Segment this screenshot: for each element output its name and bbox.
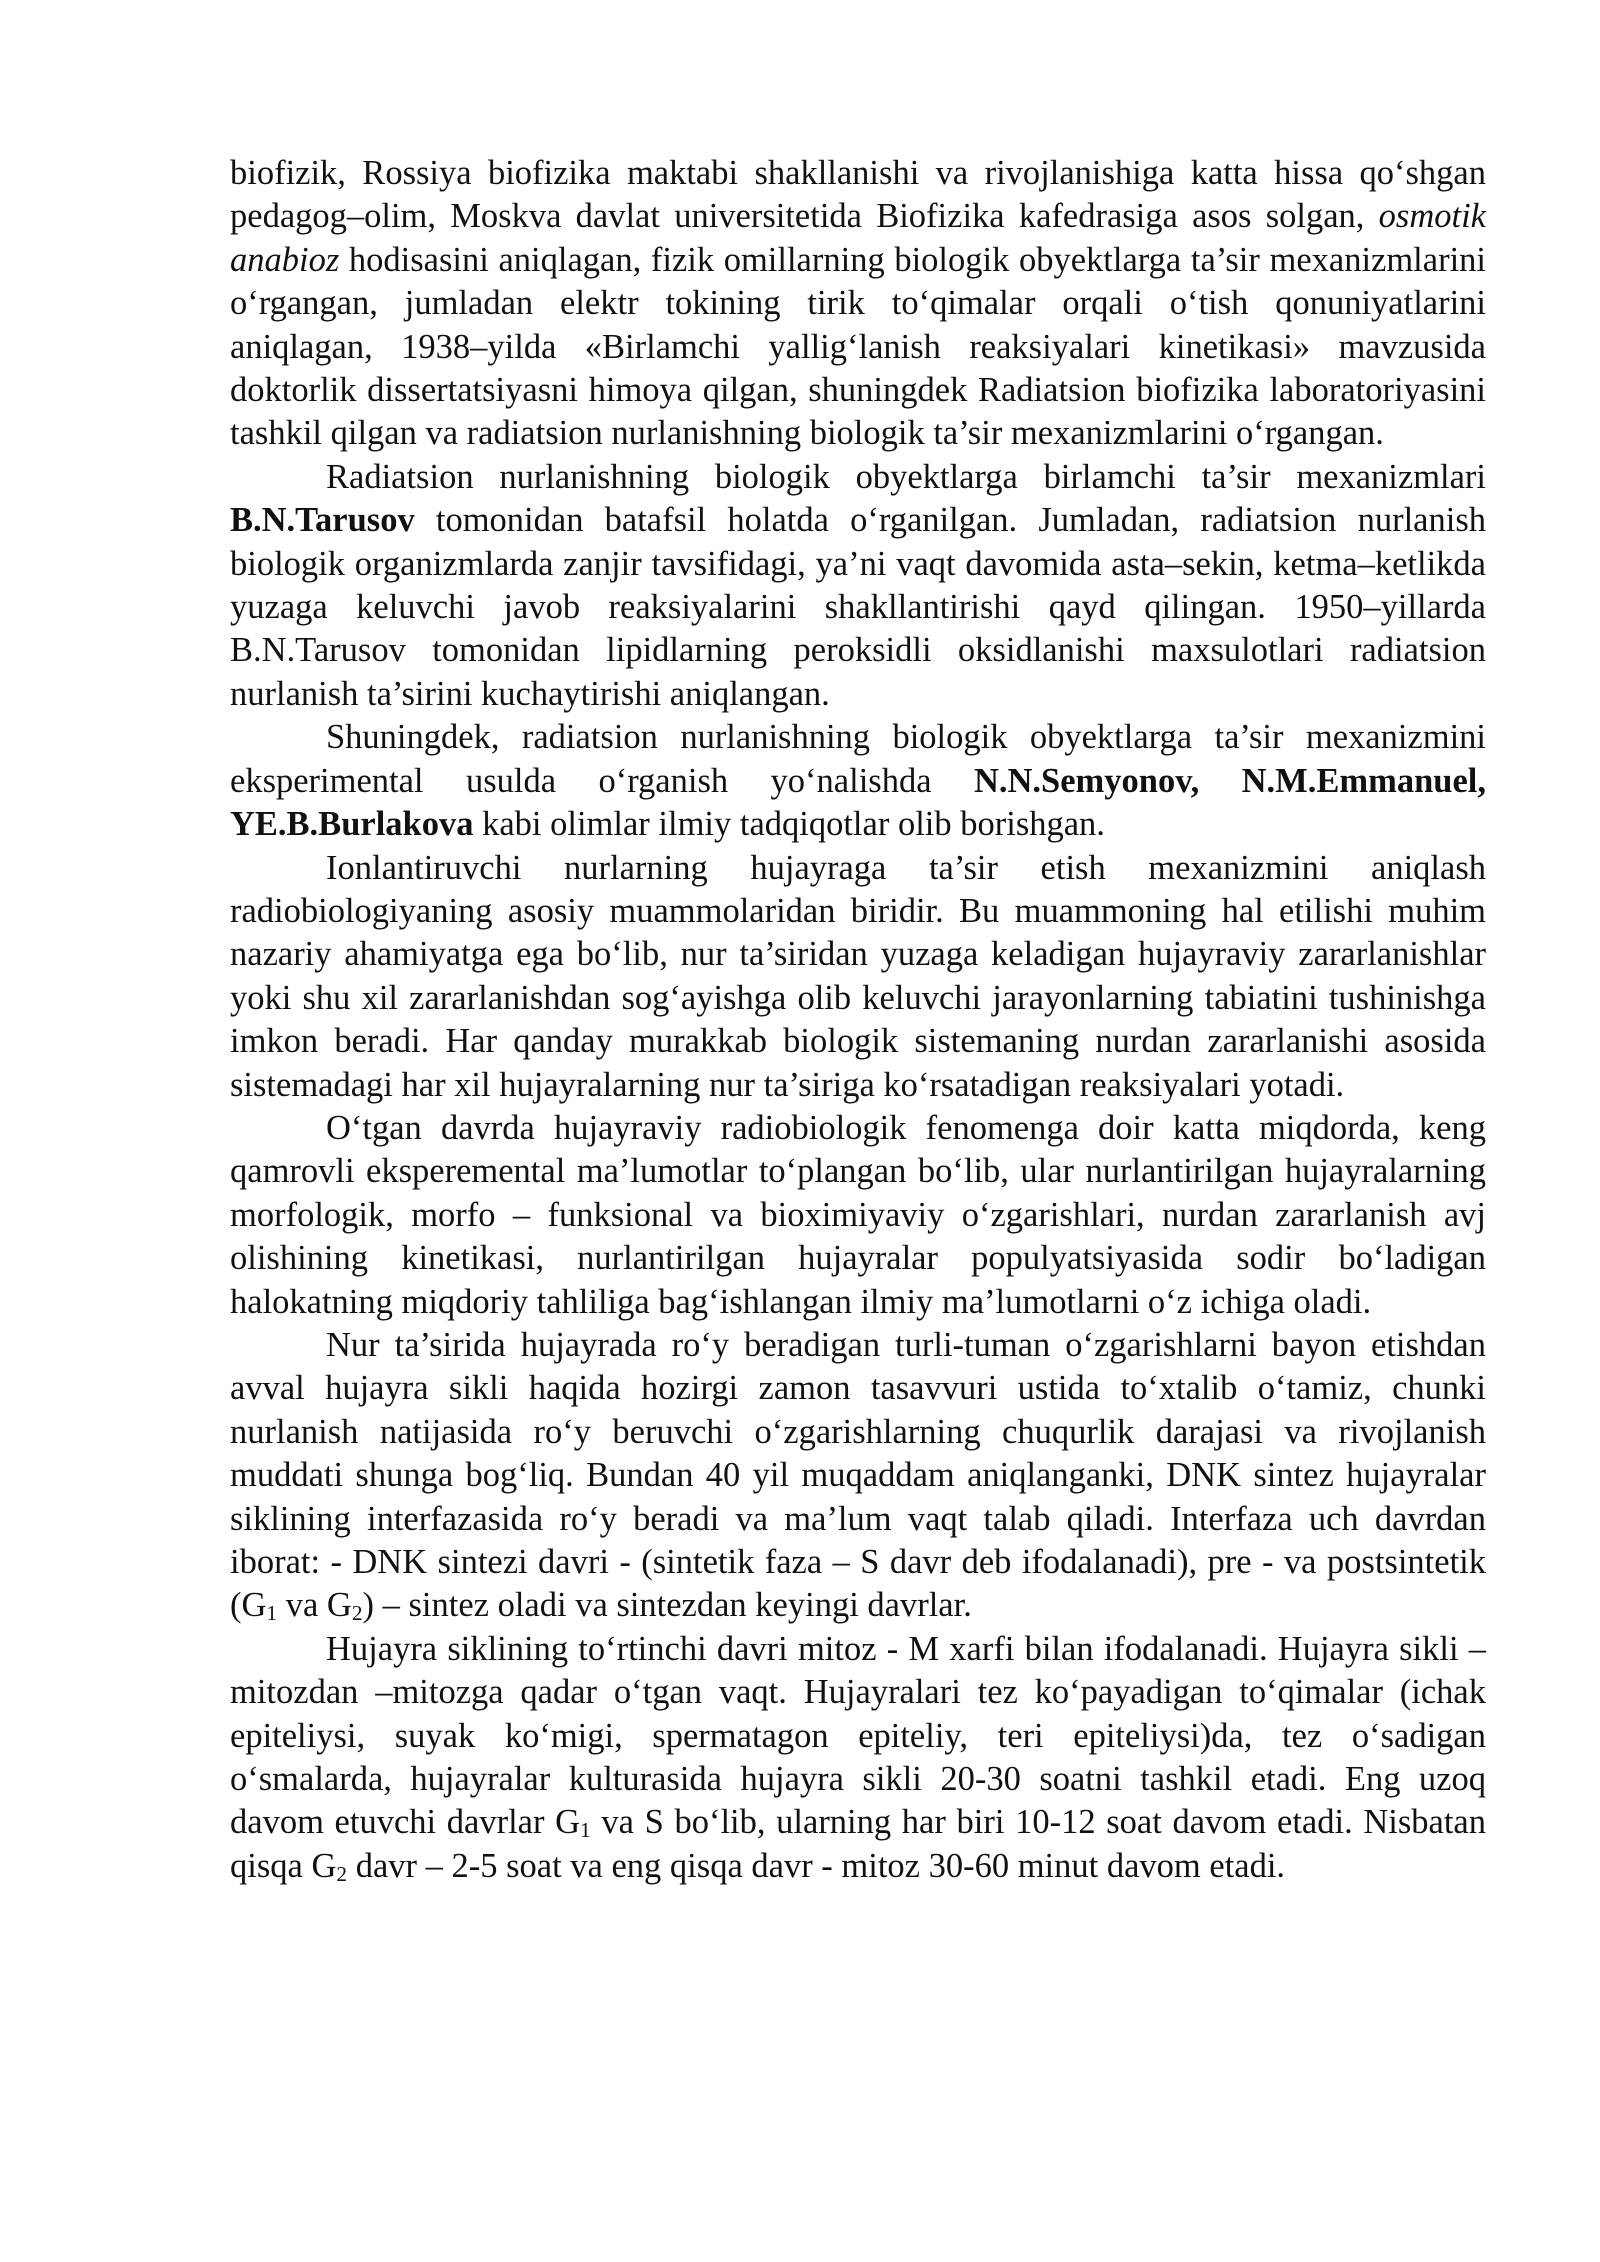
bold-name: B.N.Tarusov (230, 501, 415, 540)
text-run: Shuningdek, radiatsion nurlanishning biologik obyektlarga ta’sir mexanizmini eksperimental usulda o‘rganish yo‘nalishda (230, 718, 1486, 800)
document-page (230, 152, 1486, 1888)
subscript: 1 (580, 1818, 591, 1843)
paragraph-7 (230, 1628, 1486, 1888)
subscript: 2 (336, 1861, 348, 1886)
text-run: Nur ta’sirida hujayrada ro‘y beradigan turli-tuman o‘zgarishlarni bayon etishdan avval hujayra sikli haqida hozirgi zamon tasavvuri ustida to‘xtalib o‘tamiz, chunki nurlanish natijasida ro‘y beruvchi o‘zgarishlarning chuqurlik darajasi va rivojlanish muddati shunga bog‘liq. Bundan 40 yil muqaddam aniqlanganki, DNK sintez hujayralar siklining interfazasida ro‘y beradi va ma’lum vaqt talab qiladi. Interfaza uch davrdan iborat: - DNK sintezi davri - (sintetik faza – S davr deb ifodalanadi), pre - va postsintetik (G (230, 1325, 1486, 1625)
bold-names: N.N.Semyonov, N.M.Emmanuel, YE.B.Burlakova (230, 761, 1486, 844)
paragraph-1 (230, 152, 1486, 456)
text-run: Hujayra siklining to‘rtinchi davri mitoz - M xarfi bilan ifodalanadi. Hujayra sikli – mitozdan –mitozga qadar o‘tgan vaqt. Hujayralari tez ko‘payadigan to‘qimalar (ichak epiteliysi, suyak ko‘migi, spermatagon epiteliy, teri epiteliysi)da, tez o‘sadigan o‘smalarda, hujayralar kulturasida hujayra sikli 20-30 soatni tashkil etadi. Eng uzoq davom etuvchi davrlar G (230, 1629, 1486, 1842)
text-run: kabi olimlar ilmiy tadqiqotlar olib borishgan. (473, 805, 1105, 844)
italic-term: osmotik anabioz (230, 197, 1486, 279)
text-run: davr – 2-5 soat va eng qisqa davr - mitoz 30-60 minut davom etadi. (347, 1846, 1286, 1885)
paragraph-5 (230, 1107, 1486, 1324)
paragraph-6 (230, 1324, 1486, 1628)
text-run: ) – sintez oladi va sintezdan keyingi davrlar. (362, 1586, 972, 1625)
subscript: 1 (266, 1601, 278, 1626)
text-run: hodisasini aniqlagan, fizik omillarning biologik obyektlarga ta’sir mexanizmlarini o‘rgangan, jumladan elektr tokining tirik to‘qimalar orqali o‘tish qonuniyatlarini aniqlagan, 1938–yilda «Birlamchi yallig‘lanish reaksiyalari kinetikasi» mavzusida doktorlik dissertatsiyasni himoya qilgan, shuningdek Radiatsion biofizika laboratoriyasini tashkil qilgan va radiatsion nurlanishning biologik ta’sir mexanizmlarini o‘rgangan. (230, 240, 1486, 453)
text-run: va G (277, 1586, 352, 1625)
paragraph-4 (230, 847, 1486, 1107)
text-run: va S bo‘lib, ularning har biri 10-12 soat davom etadi. Nisbatan qisqa G (230, 1803, 1486, 1885)
subscript: 2 (351, 1601, 363, 1626)
text-run: Ionlantiruvchi nurlarning hujayraga ta’sir etish mexanizmini aniqlash radiobiologiyaning asosiy muammolaridan biridir. Bu muammoning hal etilishi muhim nazariy ahamiyatga ega bo‘lib, nur ta’siridan yuzaga keladigan hujayraviy zararlanishlar yoki shu xil zararlanishdan sog‘ayishga olib keluvchi jarayonlarning tabiatini tushinishga imkon beradi. Har qanday murakkab biologik sistemaning nurdan zararlanishi asosida sistemadagi har xil hujayralarning nur ta’siriga ko‘rsatadigan reaksiyalari yotadi. (230, 848, 1486, 1104)
paragraph-3 (230, 716, 1486, 846)
paragraph-2 (230, 456, 1486, 716)
text-run: O‘tgan davrda hujayraviy radiobiologik fenomenga doir katta miqdorda, keng qamrovli eksperemental ma’lumotlar to‘plangan bo‘lib, ular nurlantirilgan hujayralarning morfologik, morfo – funksional va bioximiyaviy o‘zgarishlari, nurdan zararlanish avj olishining kinetikasi, nurlantirilgan hujayralar populyatsiyasida sodir bo‘ladigan halokatning miqdoriy tahliliga bag‘ishlangan ilmiy ma’lumotlarni o‘z ichiga oladi. (230, 1108, 1486, 1321)
text-run: biofizik, Rossiya biofizika maktabi shakllanishi va rivojlanishiga katta hissa qo‘shgan pedagog–olim, Moskva davlat universitetida Biofizika kafedrasiga asos solgan, (230, 154, 1486, 236)
text-run: Radiatsion nurlanishning biologik obyektlarga birlamchi ta’sir mexanizmlari (326, 457, 1486, 496)
text-run: tomonidan batafsil holatda o‘rganilgan. Jumladan, radiatsion nurlanish biologik organizmlarda zanjir tavsifidagi, ya’ni vaqt davomida asta–sekin, ketma–ketlikda yuzaga keluvchi javob reaksiyalarini shakllantirishi qayd qilingan. 1950–yillarda B.N.Tarusov tomonidan lipidlarning peroksidli oksidlanishi maxsulotlari radiatsion nurlanish ta’sirini kuchaytirishi aniqlangan. (230, 501, 1486, 713)
